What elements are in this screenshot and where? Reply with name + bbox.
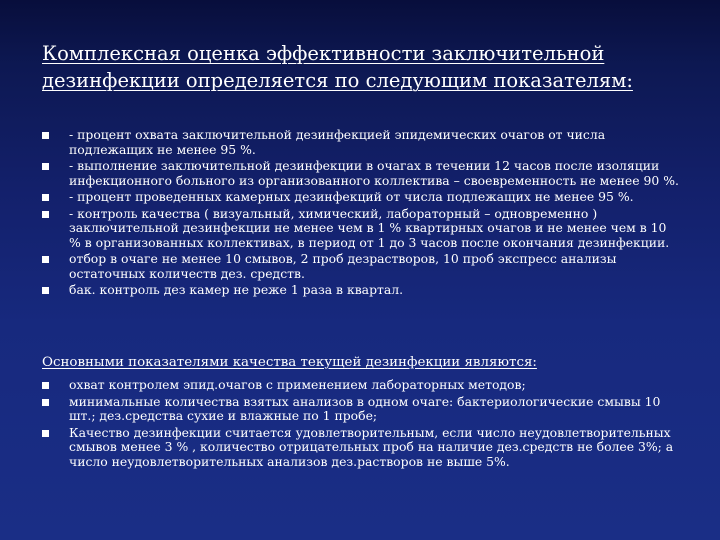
indicators-list <box>42 128 682 300</box>
square-bullet-icon <box>42 194 49 201</box>
list-item-text: - контроль качества ( визуальный, химический, лабораторный – одновременно ) заключительной дезинфекции не менее чем в 1 % квартирных очагов и не менее чем в 10 % в организованных коллективах, в период от 1 до 3 часов после окончания дезинфекции. <box>69 205 670 250</box>
list-item-text: охват контролем эпид.очагов с применением лабораторных методов; <box>69 377 526 392</box>
slide-title: Комплексная оценка эффективности заключительной дезинфекции определяется по следующим показателям: <box>42 42 633 92</box>
square-bullet-icon <box>42 211 49 218</box>
list-item <box>42 128 682 157</box>
list-item <box>42 395 682 424</box>
list-item <box>42 207 682 251</box>
list-item <box>42 378 682 393</box>
square-bullet-icon <box>42 430 49 437</box>
square-bullet-icon <box>42 382 49 389</box>
list-item-text: минимальные количества взятых анализов в одном очаге: бактериологические смывы 10 шт.; дез.средства сухие и влажные по 1 пробе; <box>69 393 661 423</box>
list-item <box>42 252 682 281</box>
square-bullet-icon <box>42 163 49 170</box>
square-bullet-icon <box>42 287 49 294</box>
list-item-text: отбор в очаге не менее 10 смывов, 2 проб дезрастворов, 10 проб экспресс анализы остаточных количеств дез. средств. <box>69 251 617 281</box>
square-bullet-icon <box>42 399 49 406</box>
list-item <box>42 283 682 298</box>
list-item-text: - выполнение заключительной дезинфекции в очагах в течении 12 часов после изоляции инфекционного больного из организованного коллектива – своевременность не менее 90 %. <box>69 158 679 188</box>
list-item <box>42 190 682 205</box>
quality-indicators-list <box>42 378 682 471</box>
square-bullet-icon <box>42 132 49 139</box>
list-item-text: Качество дезинфекции считается удовлетворительным, если число неудовлетворительных смывов менее 3 % , количество отрицательных проб на наличие дез.средств не более 3%; а число неудовлетворительных анализов дез.растворов не выше 5%. <box>69 424 674 469</box>
list-item <box>42 426 682 470</box>
list-item-text: бак. контроль дез камер не реже 1 раза в квартал. <box>69 282 404 297</box>
list-item <box>42 159 682 188</box>
list-item-text: - процент охвата заключительной дезинфекцией эпидемических очагов от числа подлежащих не менее 95 %. <box>69 127 606 157</box>
square-bullet-icon <box>42 256 49 263</box>
section-subheading: Основными показателями качества текущей дезинфекции являются: <box>42 355 537 370</box>
list-item-text: - процент проведенных камерных дезинфекций от числа подлежащих не менее 95 %. <box>69 189 634 204</box>
